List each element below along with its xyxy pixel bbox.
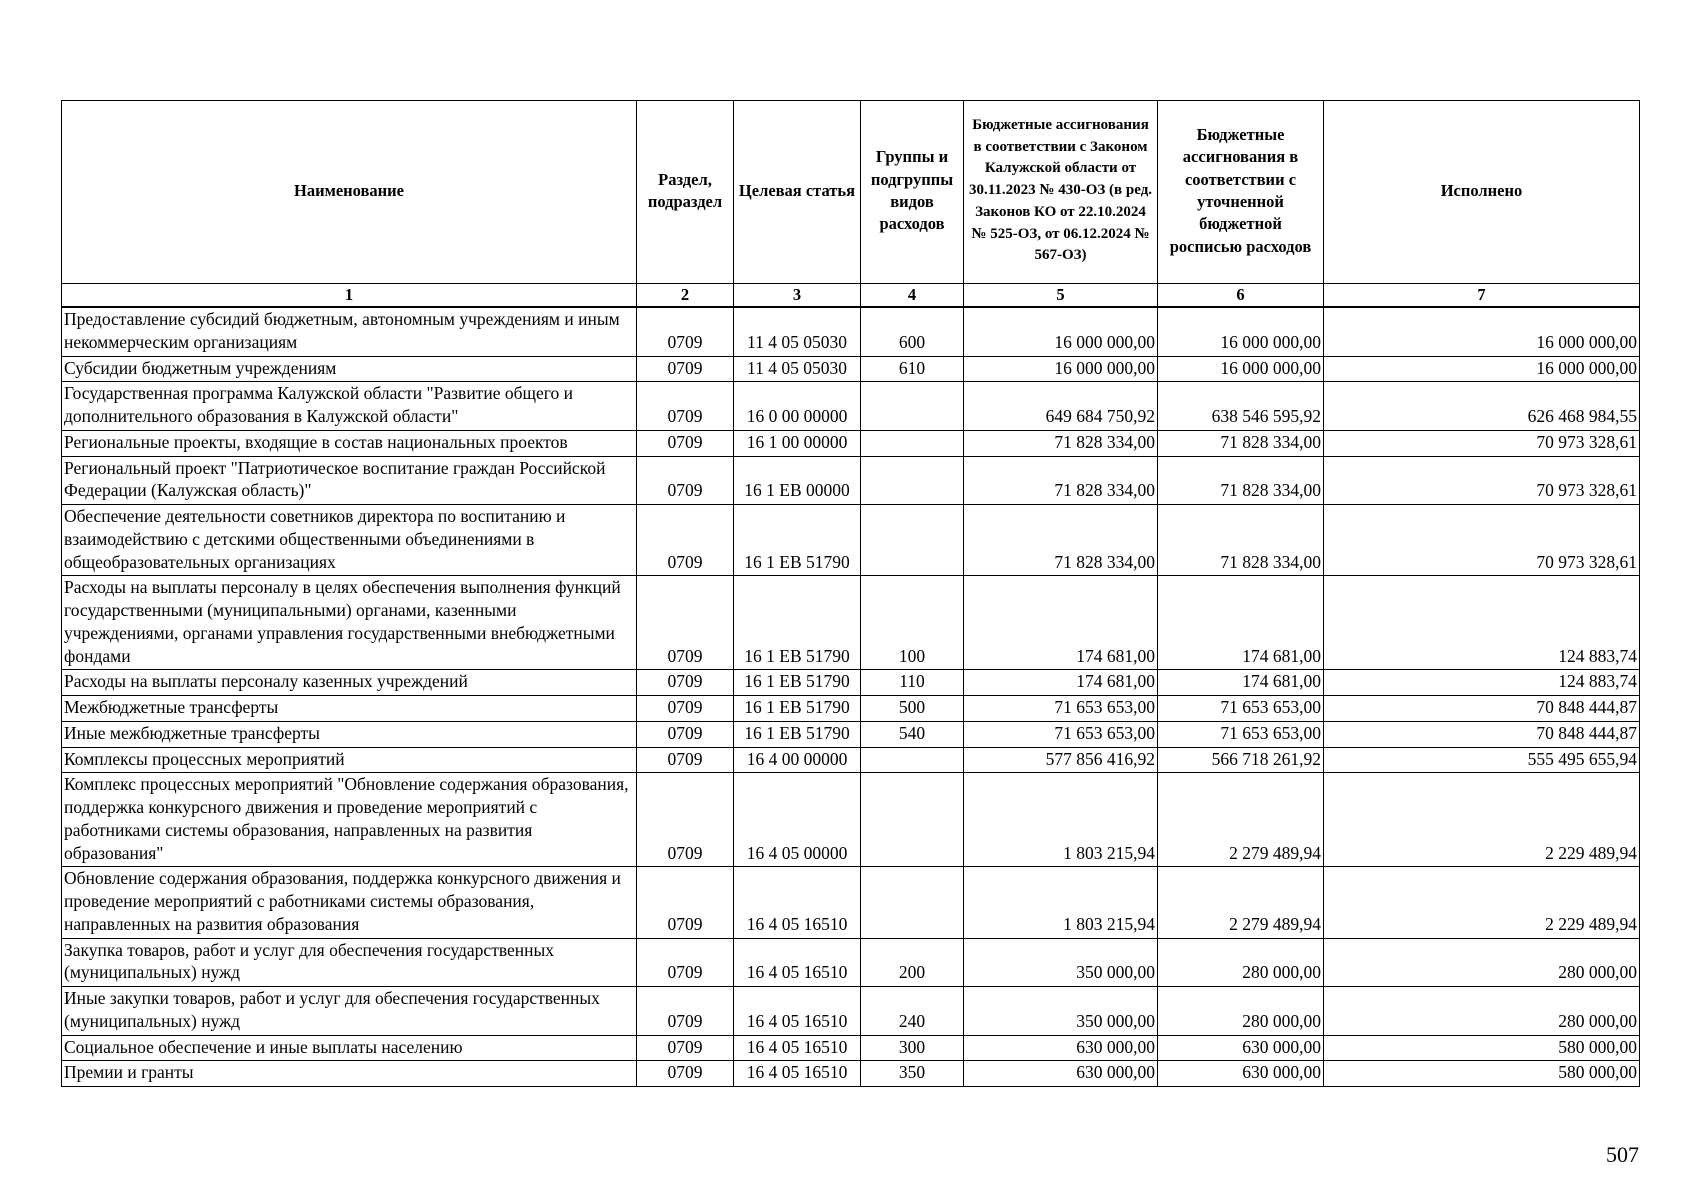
cell-target: 16 1 ЕВ 51790 <box>734 721 861 747</box>
cell-name: Расходы на выплаты персоналу в целях обеспечения выполнения функций государственными (муниципальными) органами, казенными учреждениями, органами управления государственными внебюджетными фондами <box>62 576 637 670</box>
cell-group <box>861 867 964 938</box>
cell-target: 16 4 05 16510 <box>734 1061 861 1087</box>
cell-refined-amount: 174 681,00 <box>1158 670 1324 696</box>
cell-group <box>861 747 964 773</box>
cell-section: 0709 <box>637 938 734 987</box>
cell-executed-amount: 580 000,00 <box>1324 1035 1640 1061</box>
cell-executed-amount: 2 229 489,94 <box>1324 867 1640 938</box>
cell-name: Межбюджетные трансферты <box>62 696 637 722</box>
cell-group: 100 <box>861 576 964 670</box>
cell-section: 0709 <box>637 987 734 1036</box>
cell-law-amount: 350 000,00 <box>964 938 1158 987</box>
cell-refined-amount: 174 681,00 <box>1158 576 1324 670</box>
cell-law-amount: 71 828 334,00 <box>964 456 1158 505</box>
cell-target: 16 4 05 16510 <box>734 867 861 938</box>
cell-target: 11 4 05 05030 <box>734 356 861 382</box>
cell-group: 300 <box>861 1035 964 1061</box>
cell-refined-amount: 71 653 653,00 <box>1158 721 1324 747</box>
cell-target: 16 4 05 16510 <box>734 1035 861 1061</box>
table-row <box>62 987 1640 1036</box>
cell-executed-amount: 16 000 000,00 <box>1324 356 1640 382</box>
cell-section: 0709 <box>637 696 734 722</box>
cell-refined-amount: 71 828 334,00 <box>1158 505 1324 576</box>
cell-target: 16 1 ЕВ 51790 <box>734 576 861 670</box>
table-row <box>62 505 1640 576</box>
cell-executed-amount: 70 973 328,61 <box>1324 505 1640 576</box>
cell-executed-amount: 70 973 328,61 <box>1324 456 1640 505</box>
cell-law-amount: 174 681,00 <box>964 670 1158 696</box>
cell-executed-amount: 70 848 444,87 <box>1324 696 1640 722</box>
header-name: Наименование <box>62 101 637 284</box>
table-row <box>62 356 1640 382</box>
cell-law-amount: 174 681,00 <box>964 576 1158 670</box>
cell-section: 0709 <box>637 1061 734 1087</box>
cell-section: 0709 <box>637 747 734 773</box>
column-number: 7 <box>1324 284 1640 308</box>
cell-group: 240 <box>861 987 964 1036</box>
column-number: 3 <box>734 284 861 308</box>
header-law-appropriations: Бюджетные ассигнования в соответствии с Законом Калужской области от 30.11.2023 № 430-ОЗ (в ред. Законов КО от 22.10.2024 № 525-ОЗ, от 06.12.2024 № 567-ОЗ) <box>964 101 1158 284</box>
cell-law-amount: 71 653 653,00 <box>964 721 1158 747</box>
cell-name: Иные закупки товаров, работ и услуг для обеспечения государственных (муниципальных) нужд <box>62 987 637 1036</box>
cell-law-amount: 71 653 653,00 <box>964 696 1158 722</box>
column-number-row <box>62 284 1640 308</box>
cell-name: Премии и гранты <box>62 1061 637 1087</box>
column-number: 2 <box>637 284 734 308</box>
cell-target: 16 4 05 16510 <box>734 938 861 987</box>
table-row <box>62 576 1640 670</box>
cell-executed-amount: 280 000,00 <box>1324 987 1640 1036</box>
table-row <box>62 670 1640 696</box>
cell-group <box>861 456 964 505</box>
cell-target: 16 1 ЕВ 00000 <box>734 456 861 505</box>
cell-name: Закупка товаров, работ и услуг для обеспечения государственных (муниципальных) нужд <box>62 938 637 987</box>
cell-section: 0709 <box>637 867 734 938</box>
table-row <box>62 382 1640 431</box>
cell-target: 16 4 05 00000 <box>734 773 861 867</box>
cell-name: Субсидии бюджетным учреждениям <box>62 356 637 382</box>
table-row <box>62 307 1640 356</box>
cell-section: 0709 <box>637 670 734 696</box>
cell-section: 0709 <box>637 1035 734 1061</box>
cell-refined-amount: 566 718 261,92 <box>1158 747 1324 773</box>
cell-section: 0709 <box>637 307 734 356</box>
column-number: 5 <box>964 284 1158 308</box>
cell-name: Региональные проекты, входящие в состав национальных проектов <box>62 430 637 456</box>
table-row <box>62 773 1640 867</box>
cell-refined-amount: 71 828 334,00 <box>1158 456 1324 505</box>
cell-refined-amount: 280 000,00 <box>1158 938 1324 987</box>
cell-target: 16 1 ЕВ 51790 <box>734 505 861 576</box>
cell-group: 200 <box>861 938 964 987</box>
cell-law-amount: 71 828 334,00 <box>964 505 1158 576</box>
header-executed: Исполнено <box>1324 101 1640 284</box>
cell-name: Предоставление субсидий бюджетным, автономным учреждениям и иным некоммерческим организациям <box>62 307 637 356</box>
cell-section: 0709 <box>637 356 734 382</box>
header-groups: Группы и подгруппы видов расходов <box>861 101 964 284</box>
cell-group: 540 <box>861 721 964 747</box>
cell-target: 16 1 ЕВ 51790 <box>734 670 861 696</box>
table-row <box>62 1061 1640 1087</box>
cell-law-amount: 16 000 000,00 <box>964 307 1158 356</box>
cell-law-amount: 630 000,00 <box>964 1035 1158 1061</box>
cell-section: 0709 <box>637 505 734 576</box>
budget-table <box>61 100 1640 1087</box>
table-row <box>62 747 1640 773</box>
cell-name: Региональный проект "Патриотическое воспитание граждан Российской Федерации (Калужская область)" <box>62 456 637 505</box>
cell-section: 0709 <box>637 773 734 867</box>
cell-group <box>861 430 964 456</box>
cell-target: 16 4 00 00000 <box>734 747 861 773</box>
cell-group: 110 <box>861 670 964 696</box>
cell-law-amount: 1 803 215,94 <box>964 773 1158 867</box>
cell-name: Обновление содержания образования, поддержка конкурсного движения и проведение мероприятий с работниками системы образования, направленных на развития образования <box>62 867 637 938</box>
cell-executed-amount: 124 883,74 <box>1324 576 1640 670</box>
column-number: 1 <box>62 284 637 308</box>
table-row <box>62 430 1640 456</box>
cell-name: Государственная программа Калужской области "Развитие общего и дополнительного образования в Калужской области" <box>62 382 637 431</box>
cell-group <box>861 382 964 431</box>
cell-target: 16 0 00 00000 <box>734 382 861 431</box>
cell-section: 0709 <box>637 430 734 456</box>
cell-section: 0709 <box>637 721 734 747</box>
cell-refined-amount: 71 653 653,00 <box>1158 696 1324 722</box>
cell-refined-amount: 16 000 000,00 <box>1158 356 1324 382</box>
cell-name: Обеспечение деятельности советников директора по воспитанию и взаимодействию с детскими общественными объединениями в общеобразовательных организациях <box>62 505 637 576</box>
cell-target: 16 4 05 16510 <box>734 987 861 1036</box>
cell-refined-amount: 630 000,00 <box>1158 1061 1324 1087</box>
cell-section: 0709 <box>637 576 734 670</box>
cell-law-amount: 577 856 416,92 <box>964 747 1158 773</box>
table-row <box>62 867 1640 938</box>
cell-executed-amount: 124 883,74 <box>1324 670 1640 696</box>
cell-executed-amount: 2 229 489,94 <box>1324 773 1640 867</box>
cell-law-amount: 649 684 750,92 <box>964 382 1158 431</box>
cell-name: Комплекс процессных мероприятий "Обновление содержания образования, поддержка конкурсного движения и проведение мероприятий с работниками системы образования, направленных на развития образования" <box>62 773 637 867</box>
cell-target: 16 1 ЕВ 51790 <box>734 696 861 722</box>
header-refined-appropriations: Бюджетные ассигнования в соответствии с уточненной бюджетной росписью расходов <box>1158 101 1324 284</box>
cell-executed-amount: 70 848 444,87 <box>1324 721 1640 747</box>
cell-executed-amount: 16 000 000,00 <box>1324 307 1640 356</box>
table-row <box>62 721 1640 747</box>
cell-group: 350 <box>861 1061 964 1087</box>
cell-refined-amount: 2 279 489,94 <box>1158 867 1324 938</box>
cell-refined-amount: 638 546 595,92 <box>1158 382 1324 431</box>
cell-target: 16 1 00 00000 <box>734 430 861 456</box>
cell-name: Расходы на выплаты персоналу казенных учреждений <box>62 670 637 696</box>
cell-name: Комплексы процессных мероприятий <box>62 747 637 773</box>
table-body <box>62 307 1640 1087</box>
cell-executed-amount: 580 000,00 <box>1324 1061 1640 1087</box>
cell-section: 0709 <box>637 382 734 431</box>
header-target: Целевая статья <box>734 101 861 284</box>
cell-refined-amount: 16 000 000,00 <box>1158 307 1324 356</box>
column-number: 4 <box>861 284 964 308</box>
cell-refined-amount: 2 279 489,94 <box>1158 773 1324 867</box>
table-row <box>62 456 1640 505</box>
cell-law-amount: 16 000 000,00 <box>964 356 1158 382</box>
cell-refined-amount: 630 000,00 <box>1158 1035 1324 1061</box>
table-row <box>62 696 1640 722</box>
cell-target: 11 4 05 05030 <box>734 307 861 356</box>
cell-group: 600 <box>861 307 964 356</box>
table-row <box>62 1035 1640 1061</box>
header-section: Раздел, подраздел <box>637 101 734 284</box>
cell-executed-amount: 626 468 984,55 <box>1324 382 1640 431</box>
column-number: 6 <box>1158 284 1324 308</box>
cell-executed-amount: 70 973 328,61 <box>1324 430 1640 456</box>
cell-executed-amount: 280 000,00 <box>1324 938 1640 987</box>
cell-group <box>861 505 964 576</box>
cell-law-amount: 630 000,00 <box>964 1061 1158 1087</box>
cell-refined-amount: 280 000,00 <box>1158 987 1324 1036</box>
page-number: 507 <box>1606 1142 1639 1167</box>
cell-name: Социальное обеспечение и иные выплаты населению <box>62 1035 637 1061</box>
cell-law-amount: 350 000,00 <box>964 987 1158 1036</box>
cell-group: 500 <box>861 696 964 722</box>
table-row <box>62 938 1640 987</box>
header-row <box>62 101 1640 284</box>
cell-group: 610 <box>861 356 964 382</box>
cell-name: Иные межбюджетные трансферты <box>62 721 637 747</box>
cell-law-amount: 1 803 215,94 <box>964 867 1158 938</box>
cell-executed-amount: 555 495 655,94 <box>1324 747 1640 773</box>
cell-refined-amount: 71 828 334,00 <box>1158 430 1324 456</box>
cell-group <box>861 773 964 867</box>
cell-section: 0709 <box>637 456 734 505</box>
cell-law-amount: 71 828 334,00 <box>964 430 1158 456</box>
